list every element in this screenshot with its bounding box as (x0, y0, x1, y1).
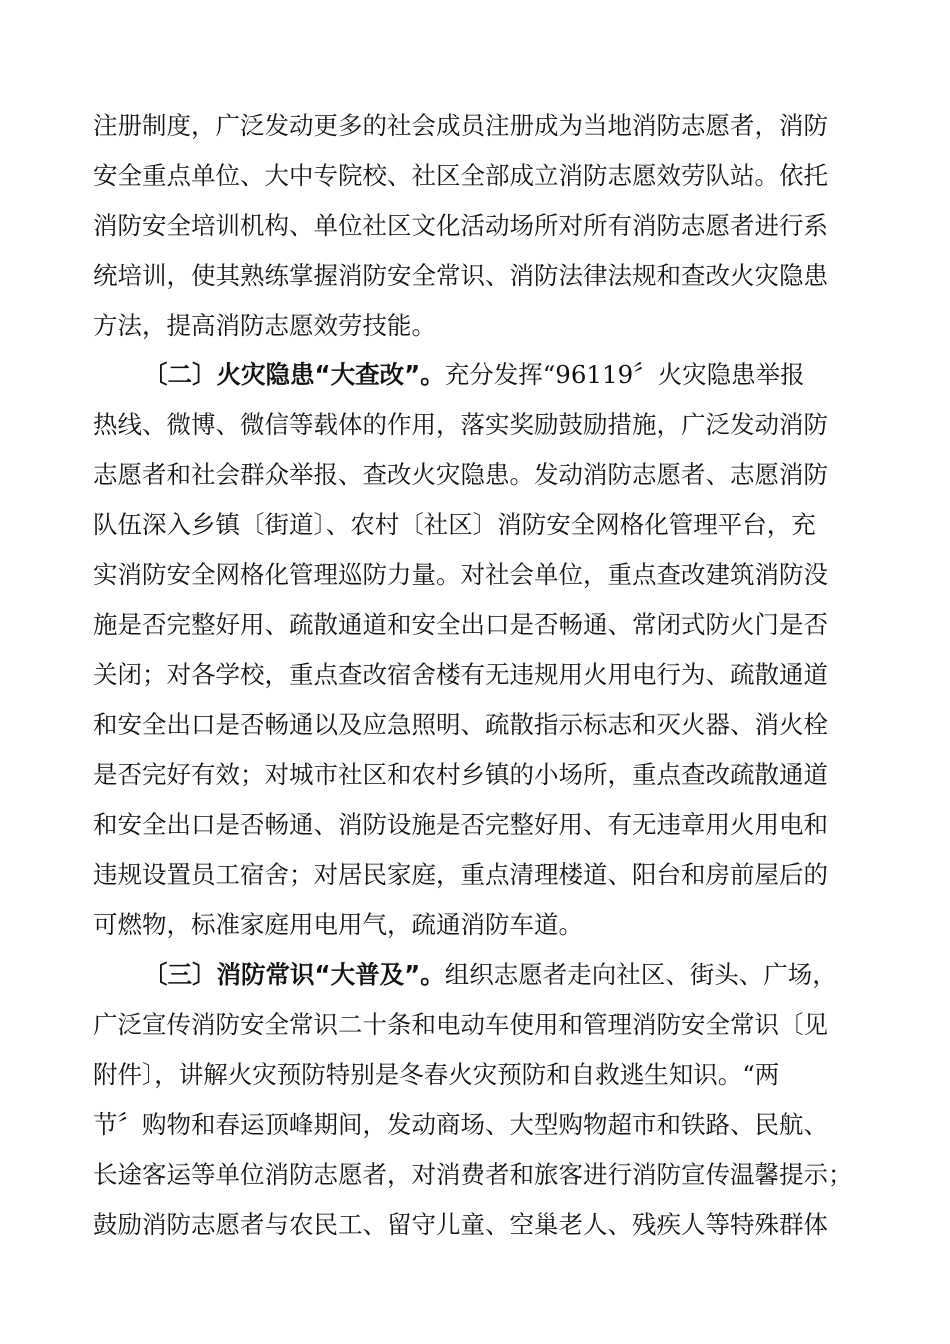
text-line: 热线、微博、微信等载体的作用，落实奖励鼓励措施，广泛发动消防 (93, 410, 828, 439)
text-line: 和安全出口是否畅通以及应急照明、疏散指示标志和灭火器、消火栓 (93, 710, 828, 739)
text-line: 广泛宣传消防安全常识二十条和电动车使用和管理消防安全常识〔见 (93, 1010, 828, 1039)
text-span: 充分发挥“96119〞火灾隐患举报 (444, 360, 805, 389)
text-line: 可燃物，标准家庭用电用气，疏通消防车道。 (93, 910, 583, 939)
text-line: 长途客运等单位消防志愿者，对消费者和旅客进行消防宣传温馨提示； (93, 1160, 853, 1189)
text-line: 消防安全培训机构、单位社区文化活动场所对所有消防志愿者进行系 (93, 211, 828, 240)
text-line: 方法，提高消防志愿效劳技能。 (93, 311, 436, 340)
text-line: 队伍深入乡镇〔街道〕、农村〔社区〕消防安全网格化管理平台，充 (93, 510, 816, 539)
text-line: 和安全出口是否畅通、消防设施是否完整好用、有无违章用火用电和 (93, 810, 828, 839)
text-line: 关闭；对各学校，重点查改宿舍楼有无违规用火用电行为、疏散通道 (93, 660, 828, 689)
text-line: 是否完好有效；对城市社区和农村乡镇的小场所，重点查改疏散通道 (93, 760, 828, 789)
text-line: 施是否完整好用、疏散通道和安全出口是否畅通、常闭式防火门是否 (93, 610, 828, 639)
section-heading: 〔二〕火灾隐患“大查改”。 (143, 360, 445, 389)
text-line: 节〞购物和春运顶峰期间，发动商场、大型购物超市和铁路、民航、 (93, 1110, 828, 1139)
text-line (143, 359, 923, 391)
text-line: 违规设置员工宿舍；对居民家庭，重点清理楼道、阳台和房前屋后的 (93, 860, 828, 889)
text-line: 实消防安全网格化管理巡防力量。对社会单位，重点查改建筑消防没 (93, 560, 828, 589)
text-line: 注册制度，广泛发动更多的社会成员注册成为当地消防志愿者，消防 (93, 111, 828, 140)
text-span: 组织志愿者走向社区、街头、广场， (444, 960, 837, 989)
text-line: 志愿者和社会群众举报、查改火灾隐患。发动消防志愿者、志愿消防 (93, 460, 828, 489)
text-line: 统培训，使其熟练掌握消防安全常识、消防法律法规和查改火灾隐患 (93, 261, 828, 290)
text-line: 附件〕，讲解火灾预防特别是冬春火灾预防和自救逃生知识。“两 (93, 1060, 780, 1089)
section-heading: 〔三〕消防常识“大普及”。 (143, 960, 445, 989)
text-line: 鼓励消防志愿者与农民工、留守儿童、空巢老人、残疾人等特殊群体 (93, 1210, 828, 1239)
text-line: 安全重点单位、大中专院校、社区全部成立消防志愿效劳队站。依托 (93, 161, 828, 190)
text-line (143, 959, 923, 991)
